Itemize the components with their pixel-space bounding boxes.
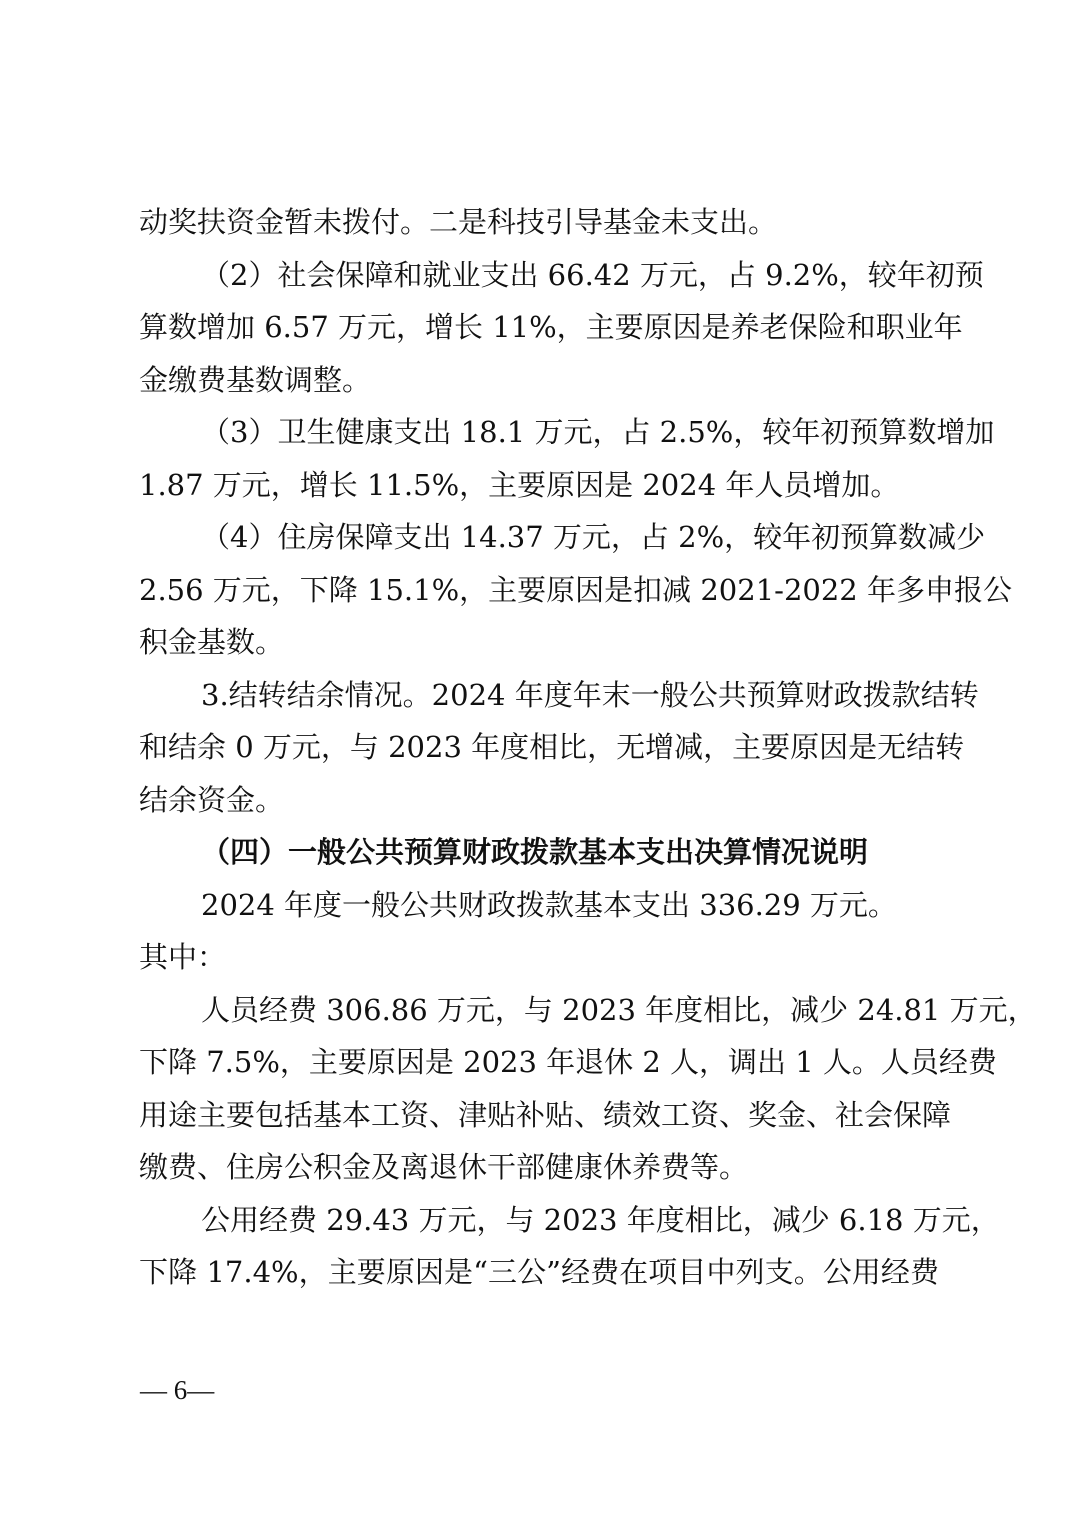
section-heading: （四）一般公共预算财政拨款基本支出决算情况说明 xyxy=(201,835,869,869)
body-text xyxy=(139,196,1037,1299)
text-line: 公用经费 29.43 万元，与 2023 年度相比，减少 6.18 万元， xyxy=(201,1202,1000,1237)
page-number: — 6— xyxy=(140,1375,215,1405)
text-line: 金缴费基数调整。 xyxy=(139,362,372,397)
text-line: （3）卫生健康支出 18.1 万元，占 2.5%，较年初预算数增加 xyxy=(201,415,995,449)
text-line: 用途主要包括基本工资、津贴补贴、绩效工资、奖金、社会保障 xyxy=(139,1097,952,1132)
text-line: （2）社会保障和就业支出 66.42 万元，占 9.2%，较年初预 xyxy=(201,257,984,292)
text-line: 1.87 万元，增长 11.5%，主要原因是 2024 年人员增加。 xyxy=(139,467,900,502)
text-line: （4）住房保障支出 14.37 万元，占 2%，较年初预算数减少 xyxy=(201,520,986,554)
text-line: 下降 17.4%，主要原因是“三公”经费在项目中列支。公用经费 xyxy=(139,1255,939,1289)
text-line: 缴费、住房公积金及离退休干部健康休养费等。 xyxy=(139,1150,749,1184)
text-line: 和结余 0 万元，与 2023 年度相比，无增减，主要原因是无结转 xyxy=(139,730,965,764)
text-line: 2.56 万元，下降 15.1%，主要原因是扣减 2021-2022 年多申报公 xyxy=(139,572,1012,607)
text-line: 动奖扶资金暂未拨付。二是科技引导基金未支出。 xyxy=(139,205,778,239)
text-line: 结余资金。 xyxy=(139,782,285,817)
text-line: 算数增加 6.57 万元，增长 11%，主要原因是养老保险和职业年 xyxy=(139,310,963,344)
text-line: 积金基数。 xyxy=(139,625,285,659)
text-line: 下降 7.5%，主要原因是 2023 年退休 2 人，调出 1 人。人员经费 xyxy=(139,1045,997,1079)
text-line: 人员经费 306.86 万元，与 2023 年度相比，减少 24.81 万元， xyxy=(201,992,1037,1027)
text-line: 其中： xyxy=(139,940,227,974)
text-line: 2024 年度一般公共财政拨款基本支出 336.29 万元。 xyxy=(201,887,897,922)
text-line: 3.结转结余情况。2024 年度年末一般公共预算财政拨款结转 xyxy=(201,677,979,712)
